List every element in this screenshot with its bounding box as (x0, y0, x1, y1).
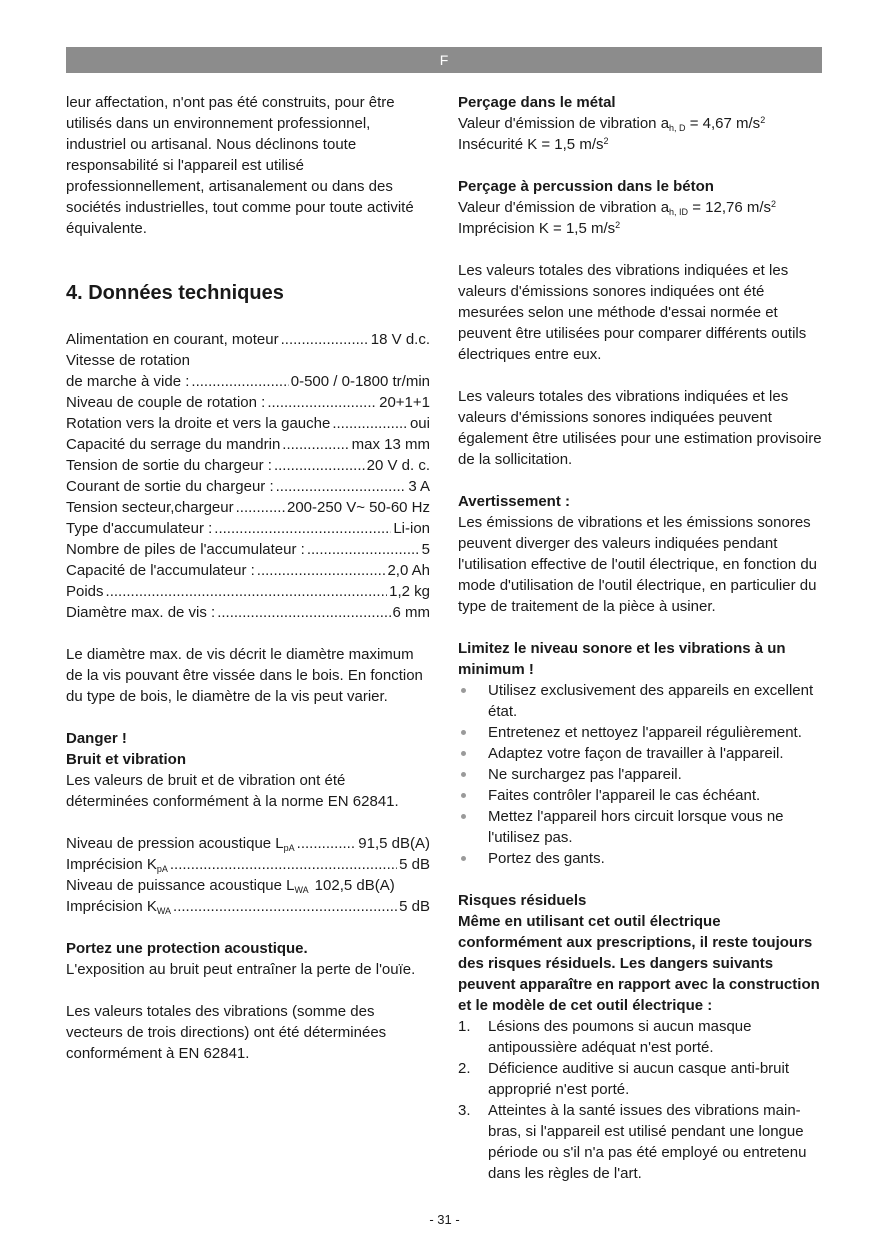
protection-title: Portez une protection acoustique. (66, 940, 308, 957)
acoustic-row: Niveau de puissance acoustique $L_{WA}$ 102,5 dB(A) (66, 877, 395, 895)
language-letter: F (439, 52, 449, 68)
limit-list (458, 680, 824, 869)
spec-row: Type d'accumulateur : ..... Li-ion (66, 518, 430, 539)
concrete-line2: Imprécision K = 1,5 $m/s^2$ (458, 220, 621, 237)
protection-text: L'exposition au bruit peut entraîner la perte de l'ouïe. (66, 961, 416, 978)
vibration-total-text: Les valeurs totales des vibrations (somme des vecteurs de trois directions) ont été déterminées conformément à EN 62841. (66, 1003, 387, 1062)
spec-row: Nombre de piles de l'accumulateur : ..... 5 (66, 539, 430, 560)
spec-row: Rotation vers la droite et vers la gauche ..... oui (66, 413, 430, 434)
page-number: - 31 - (429, 1212, 460, 1227)
section-title: 4. Données techniques (66, 282, 284, 304)
list-item: Portez des gants. (458, 848, 824, 869)
residual-title: Risques résiduels (458, 892, 587, 909)
list-item: Utilisez exclusivement des appareils en excellent état. (458, 680, 824, 722)
spec-row: Courant de sortie du chargeur : ..... 3 A (66, 476, 430, 497)
limit-title: Limitez le niveau sonore et les vibrations à un minimum ! (458, 640, 786, 678)
left-column (66, 92, 430, 1064)
residual-list (458, 1016, 824, 1184)
spec-row: Tension de sortie du chargeur : ..... 20 V d. c. (66, 455, 430, 476)
list-item: Ne surchargez pas l'appareil. (458, 764, 824, 785)
list-item: 2. Déficience auditive si aucun casque anti-bruit approprié n'est porté. (458, 1060, 790, 1098)
residual-intro: Même en utilisant cet outil électrique conformément aux prescriptions, il reste toujours des risques résiduels. Les dangers suivants peuvent apparaître en rapport avec la construction et le modèle de cet outil électrique : (458, 913, 820, 1014)
spec-row: de marche à vide : ..... 0-500 / 0-1800 tr/min (66, 371, 430, 392)
metal-line2: Insécurité K = 1,5 $m/s^2$ (458, 136, 609, 153)
list-item: 1. Lésions des poumons si aucun masque antipoussière adéquat n'est porté. (458, 1018, 752, 1056)
metal-line1: Valeur d'émission de vibration $a_{h, D} = 4,67$ $m/s^2$ (458, 115, 766, 133)
spec-row: Tension secteur,chargeur ..... 200-250 V~ 50-60 Hz (66, 497, 430, 518)
list-item: Entretenez et nettoyez l'appareil régulièrement. (458, 722, 824, 743)
concrete-title: Perçage à percussion dans le béton (458, 178, 714, 195)
acoustic-list (66, 833, 430, 917)
warning-title: Avertissement : (458, 493, 570, 510)
metal-title: Perçage dans le métal (458, 94, 616, 111)
list-item: 3. Atteintes à la santé issues des vibrations main-bras, si l'appareil est utilisé pendant une longue période ou s'il n'a pas été employé ou entretenu dans les règles de l'art. (458, 1102, 807, 1182)
spec-row: Alimentation en courant, moteur ..... 18 V d.c. (66, 329, 430, 350)
concrete-line1: Valeur d'émission de vibration $a_{h, ID} = 12,76$ $m/s^2$ (458, 199, 777, 217)
list-item: Adaptez votre façon de travailler à l'appareil. (458, 743, 824, 764)
noise-title: Bruit et vibration (66, 751, 187, 768)
warning-text: Les émissions de vibrations et les émissions sonores peuvent diverger des valeurs indiquées pendant l'utilisation effective de l'outil électrique, en fonction du mode d'utilisation de l'outil électrique, en particulier du type de traitement de la pièce à usiner. (458, 514, 818, 615)
danger-title: Danger ! (66, 730, 127, 747)
vibration-paragraph-2: Les valeurs totales des vibrations indiquées et les valeurs d'émissions sonores indiquées peuvent également être utilisées pour une estimation provisoire de la sollicitation. (458, 388, 822, 468)
spec-row: Capacité du serrage du mandrin ..... max 13 mm (66, 434, 430, 455)
spec-list (66, 329, 430, 623)
right-column (458, 92, 824, 1184)
spec-row: Capacité de l'accumulateur : ..... 2,0 Ah (66, 560, 430, 581)
list-item: Mettez l'appareil hors circuit lorsque vous ne l'utilisez pas. (458, 806, 824, 848)
acoustic-row: Imprécision $K_{WA}$ ..... 5 dB (66, 896, 430, 917)
acoustic-row: Imprécision $K_{pA}$ ..... 5 dB (66, 854, 430, 875)
screw-note: Le diamètre max. de vis décrit le diamètre maximum de la vis pouvant être vissée dans le bois. En fonction du type de bois, le diamètre de la vis peut varier. (66, 646, 423, 705)
spec-row: Diamètre max. de vis : ..... 6 mm (66, 602, 430, 623)
spec-row: Niveau de couple de rotation : ..... 20+1+1 (66, 392, 430, 413)
noise-text: Les valeurs de bruit et de vibration ont été déterminées conformément à la norme EN 62841. (66, 772, 399, 810)
list-item: Faites contrôler l'appareil le cas échéant. (458, 785, 824, 806)
spec-row: Vitesse de rotation (66, 352, 190, 369)
intro-paragraph: leur affectation, n'ont pas été construits, pour être utilisés dans un environnement professionnel, industriel ou artisanal. Nous déclinons toute responsabilité si l'appareil est utilisé professionnellement, artisanalement ou dans des sociétés industrielles, tout comme pour toute activité équivalente. (66, 94, 414, 237)
spec-row: Poids ..... 1,2 kg (66, 581, 430, 602)
language-header-bar (66, 47, 822, 73)
acoustic-row: Niveau de pression acoustique $L_{pA}$ ..... 91,5 dB(A) (66, 833, 430, 854)
vibration-paragraph-1: Les valeurs totales des vibrations indiquées et les valeurs d'émissions sonores indiquées ont été mesurées selon une méthode d'essai normée et peuvent être utilisées pour comparer différents outils électriques entre eux. (458, 262, 807, 363)
